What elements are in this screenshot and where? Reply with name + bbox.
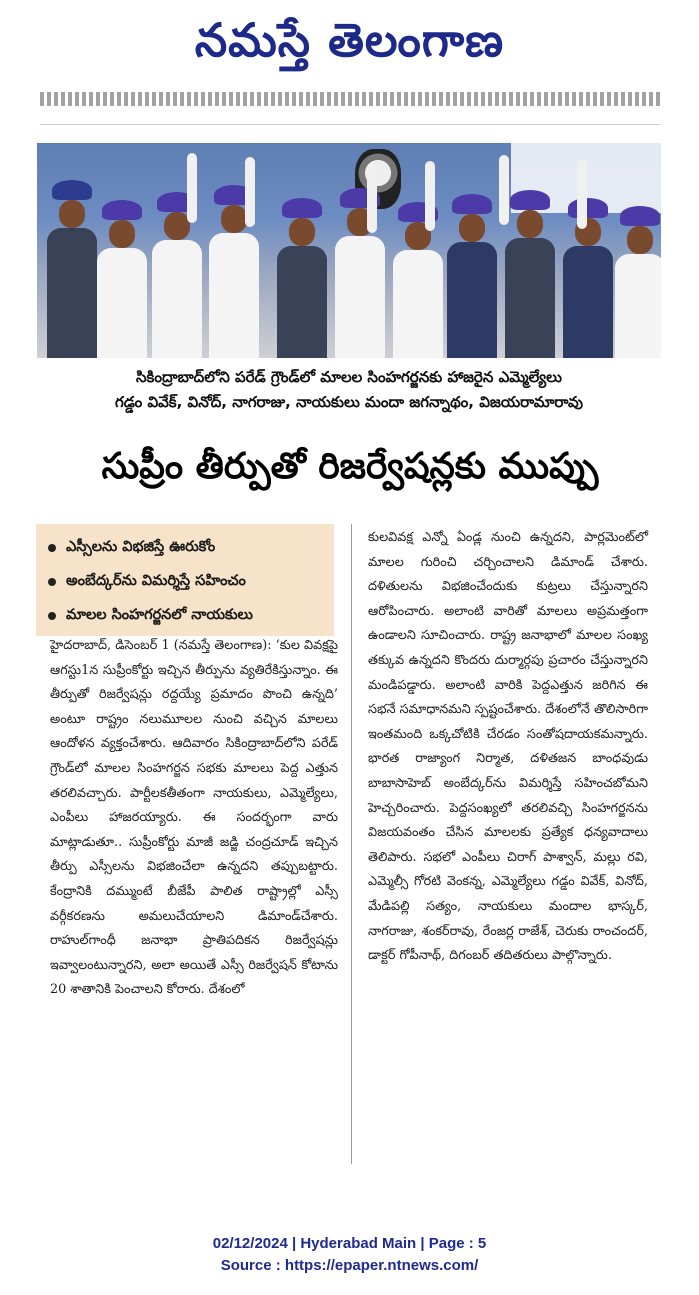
photo-person <box>335 188 385 358</box>
dateline-strip <box>40 92 660 106</box>
raised-arm <box>425 161 435 231</box>
footer-source-link[interactable]: Source : https://epaper.ntnews.com/ <box>220 1257 479 1274</box>
photo-person <box>393 202 443 358</box>
highlight-item: మాలల సింహగర్జనలో నాయకులు <box>36 598 334 632</box>
raised-arm <box>367 163 377 233</box>
raised-arm <box>245 157 255 227</box>
photo-person <box>615 206 661 358</box>
photo-person <box>97 200 147 358</box>
article-column-left <box>50 634 338 1003</box>
photo-caption-line-1: సికింద్రాబాద్‌లోని పరేడ్ గ్రౌండ్‌లో మాలల సింహగర్జనకు హాజరైన ఎమ్మెల్యేలు <box>136 368 562 386</box>
photo-caption <box>37 365 661 415</box>
raised-arm <box>499 155 509 225</box>
highlight-item: అంబేద్కర్‌ను విమర్శిస్తే సహించం <box>36 564 334 598</box>
photo-person <box>447 194 497 358</box>
photo-caption-line-2: గడ్డం వివేక్, వినోద్, నాగరాజు, నాయకులు మందా జగన్నాథం, విజయరామారావు <box>115 393 583 411</box>
photo-person <box>47 180 97 358</box>
highlights-box <box>36 524 334 636</box>
raised-arm <box>577 159 587 229</box>
raised-arm <box>187 153 197 223</box>
column-divider <box>351 524 352 1164</box>
footer-edition-info: 02/12/2024 | Hyderabad Main | Page : 5 <box>212 1235 487 1252</box>
header-divider <box>40 124 660 125</box>
article-headline: సుప్రీం తీర్పుతో రిజర్వేషన్లకు ముప్పు <box>101 446 599 487</box>
highlight-item: ఎస్సీలను విభజిస్తే ఊరుకోం <box>36 530 334 564</box>
article-text-left: హైదరాబాద్, డిసెంబర్ 1 (నమస్తే తెలంగాణ): ‘కుల వివక్షపై ఆగస్టు1న సుప్రీంకోర్టు ఇచ్చిన తీర్పును వ్యతిరేకిస్తున్నాం. ఈ తీర్పుతో రిజర్వేషన్లు రద్దయ్యే ప్రమాదం పొంచి ఉన్నది’ అంటూ రాష్ట్రం నలుమూలల నుంచి వచ్చిన మాలలు ఆందోళన వ్యక్తంచేశారు. ఆదివారం సికింద్రాబాద్‌లోని పరేడ్ గ్రౌండ్‌లో మాలల సింహగర్జన సభకు మాలలు పెద్ద ఎత్తున తరలివచ్చారు. పార్టీలకతీతంగా నాయకులు, ఎమ్మెల్యేలు, ఎంపీలు హాజరయ్యారు. ఈ సందర్భంగా వారు మాట్లాడుతూ.. సుప్రీంకోర్టు మాజీ జడ్జి చంద్రచూడ్ ఇచ్చిన తీర్పు ఎస్సీలను విభజించేలా ఉన్నదని తప్పుబట్టారు. కేంద్రానికి దమ్ముంటే బీజేపీ పాలిత రాష్ట్రాల్లో ఎస్సీ వర్గీకరణను అమలుచేయాలని డిమాండ్‌చేశారు. రాహుల్‌గాంధీ జనాభా ప్రాతిపదికన రిజర్వేషన్లు ఇవ్వాలంటున్నారని, అలా అయితే ఎస్సీ రిజర్వేషన్ కోటాను 20 శాతానికి పెంచాలని కోరారు. దేశంలో <box>50 638 338 998</box>
news-photo <box>37 143 661 358</box>
photo-person <box>505 190 555 358</box>
photo-person <box>563 198 613 358</box>
page-footer <box>0 1233 699 1277</box>
article-column-right <box>368 526 648 969</box>
article-text-right: కులవివక్ష ఎన్నో ఏండ్ల నుంచి ఉన్నదని, పార్లమెంట్‌లో మాలల గురించి చర్చించాలని డిమాండ్ చేశారు. దళితులను విభజించేందుకు కుట్రలు చేస్తున్నారని ఆరోపించారు. అలాంటి వారితో మాలలు అప్రమత్తంగా ఉండాలని సూచించారు. రాష్ట్ర జనాభాలో మాలల సంఖ్య తక్కువ ఉన్నదని కొందరు దుర్మార్గపు ప్రచారం చేస్తున్నారని మండిపడ్డారు. అలాంటి వారికి పెద్దఎత్తున జరిగిన ఈ సభనే సమాధానమని స్పష్టంచేశారు. దేశంలోనే తొలిసారిగా ఇంతమంది ఒక్కచోటికి చేరడం సంతోషదాయకమన్నారు. భారత రాజ్యాంగ నిర్మాత, దళితజన బాంధవుడు బాబాసాహెబ్ అంబేద్కర్‌ను విమర్శిస్తే సహించబోమని హెచ్చరించారు. పెద్దసంఖ్యలో తరలివచ్చి సింహగర్జనను విజయవంతం చేసిన మాలలకు ప్రత్యేక ధన్యవాదాలు తెలిపారు. సభలో ఎంపీలు చిరాగ్ పాశ్వాన్, మల్లు రవి, ఎమ్మెల్సీ గోరటి వెంకన్న, ఎమ్మెల్యేలు గడ్డం వివేక్, వినోద్, మేడిపల్లి సత్యం, నాయకులు మందాల భాస్కర్, నాగరాజు, శంకర్‌రావు, రేంజర్ల రాజేశ్, చెరుకు రాంచందర్, డాక్టర్ గోపీనాథ్, దిగంబర్ తదితరులు పాల్గొన్నారు. <box>368 530 648 964</box>
masthead-title: నమస్తే తెలంగాణ <box>194 13 505 67</box>
photo-person <box>277 198 327 358</box>
